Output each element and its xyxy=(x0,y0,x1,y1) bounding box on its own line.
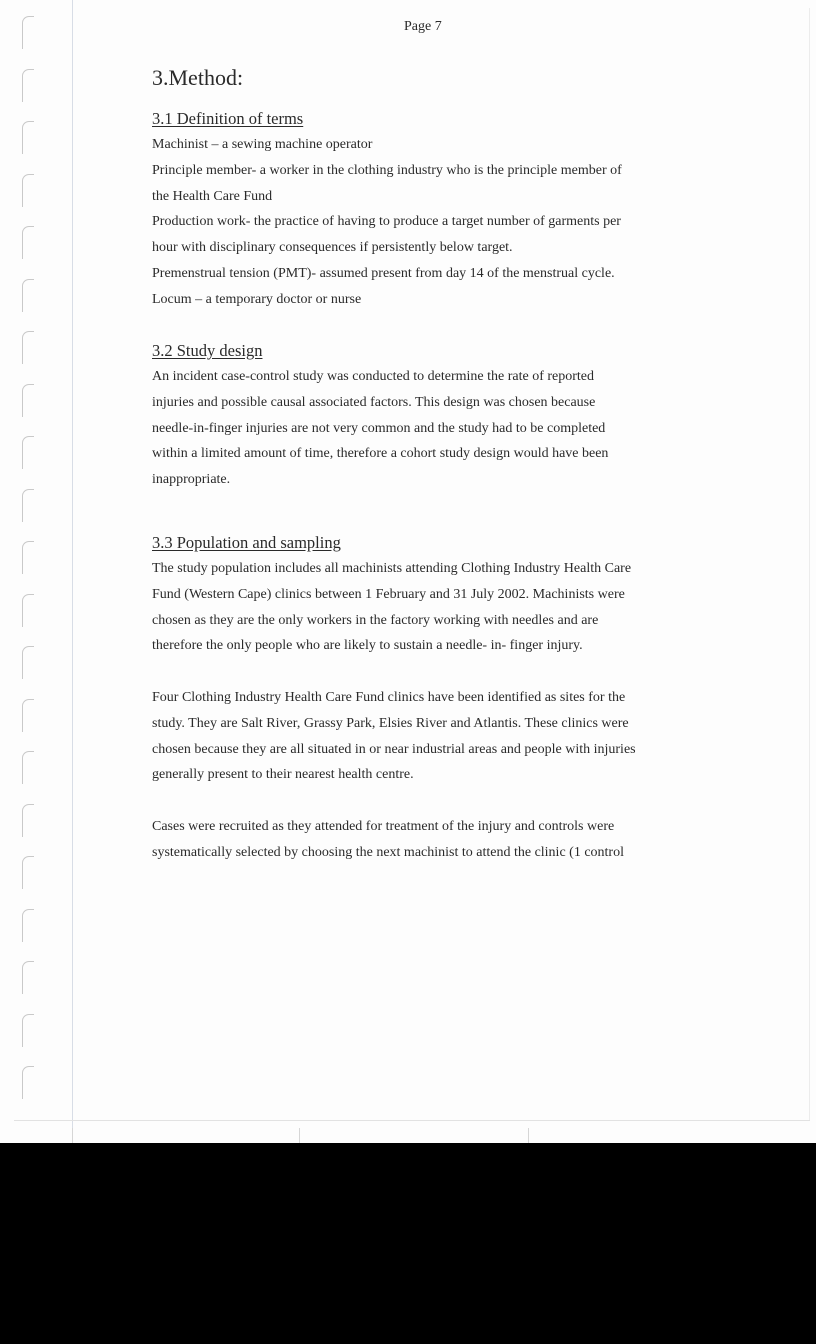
definition-of-terms-section xyxy=(152,108,692,340)
binder-hole xyxy=(22,384,34,417)
binder-holes xyxy=(22,16,38,1119)
text-line: chosen because they are all situated in or near industrial areas and people with injuries xyxy=(152,741,636,757)
text-line: injuries and possible causal associated factors. This design was chosen because xyxy=(152,394,596,410)
section-heading: 3.2 Study design xyxy=(152,341,263,360)
binder-hole xyxy=(22,751,34,784)
text-line: within a limited amount of time, therefore a cohort study design would have been xyxy=(152,446,609,462)
binder-hole xyxy=(22,174,34,207)
paragraph xyxy=(152,814,692,866)
binder-hole xyxy=(22,279,34,312)
binder-hole xyxy=(22,594,34,627)
text-line: Four Clothing Industry Health Care Fund clinics have been identified as sites for the xyxy=(152,689,626,705)
text-line: Machinist – a sewing machine operator xyxy=(152,137,373,152)
text-line: systematically selected by choosing the next machinist to attend the clinic (1 control xyxy=(152,844,624,860)
binder-hole xyxy=(22,541,34,574)
bottom-tick-mark xyxy=(72,1128,73,1143)
definitions-list xyxy=(152,132,692,313)
binder-hole xyxy=(22,699,34,732)
text-line: The study population includes all machinists attending Clothing Industry Health Care xyxy=(152,561,632,576)
page-number: Page 7 xyxy=(404,19,442,34)
population-and-sampling-section xyxy=(152,532,692,866)
text-line: inappropriate. xyxy=(152,472,231,488)
text-line: Production work- the practice of having to produce a target number of garments per xyxy=(152,214,621,230)
text-line: chosen as they are the only workers in the factory working with needles and are xyxy=(152,612,599,628)
binder-hole xyxy=(22,1066,34,1099)
study-design-section xyxy=(152,340,692,532)
binder-hole xyxy=(22,121,34,154)
paragraph xyxy=(152,556,692,659)
text-line: generally present to their nearest health centre. xyxy=(152,767,414,783)
document-body xyxy=(152,64,692,866)
page-right-edge xyxy=(809,8,810,1120)
binder-hole xyxy=(22,226,34,259)
bottom-tick-mark xyxy=(299,1128,300,1143)
paragraph xyxy=(152,364,692,493)
text-line: Principle member- a worker in the clothing industry who is the principle member of xyxy=(152,162,622,178)
bottom-tick-mark xyxy=(528,1128,529,1143)
binder-hole xyxy=(22,331,34,364)
binder-hole xyxy=(22,961,34,994)
method-heading: 3.Method: xyxy=(152,65,244,90)
paragraph xyxy=(152,685,692,788)
section-heading: 3.1 Definition of terms xyxy=(152,109,304,128)
text-line: the Health Care Fund xyxy=(152,188,273,204)
text-line: Fund (Western Cape) clinics between 1 February and 31 July 2002. Machinists were xyxy=(152,586,625,602)
page-bottom-rule xyxy=(14,1120,810,1121)
text-line: Premenstrual tension (PMT)- assumed present from day 14 of the menstrual cycle. xyxy=(152,265,615,281)
text-line: An incident case-control study was conducted to determine the rate of reported xyxy=(152,369,595,384)
text-line: Locum – a temporary doctor or nurse xyxy=(152,291,362,307)
binder-hole xyxy=(22,1014,34,1047)
binder-hole xyxy=(22,909,34,942)
text-line: hour with disciplinary consequences if persistently below target. xyxy=(152,240,513,256)
binder-margin-line xyxy=(72,0,73,1143)
binder-hole xyxy=(22,856,34,889)
section-heading: 3.3 Population and sampling xyxy=(152,533,341,552)
binder-hole xyxy=(22,804,34,837)
binder-hole xyxy=(22,436,34,469)
text-line: Cases were recruited as they attended for treatment of the injury and controls were xyxy=(152,818,615,834)
text-line: therefore the only people who are likely to sustain a needle- in- finger injury. xyxy=(152,638,583,654)
binder-hole xyxy=(22,69,34,102)
binder-hole xyxy=(22,489,34,522)
text-line: study. They are Salt River, Grassy Park, Elsies River and Atlantis. These clinics were xyxy=(152,715,629,731)
binder-hole xyxy=(22,16,34,49)
text-line: needle-in-finger injuries are not very common and the study had to be completed xyxy=(152,420,606,436)
binder-hole xyxy=(22,646,34,679)
